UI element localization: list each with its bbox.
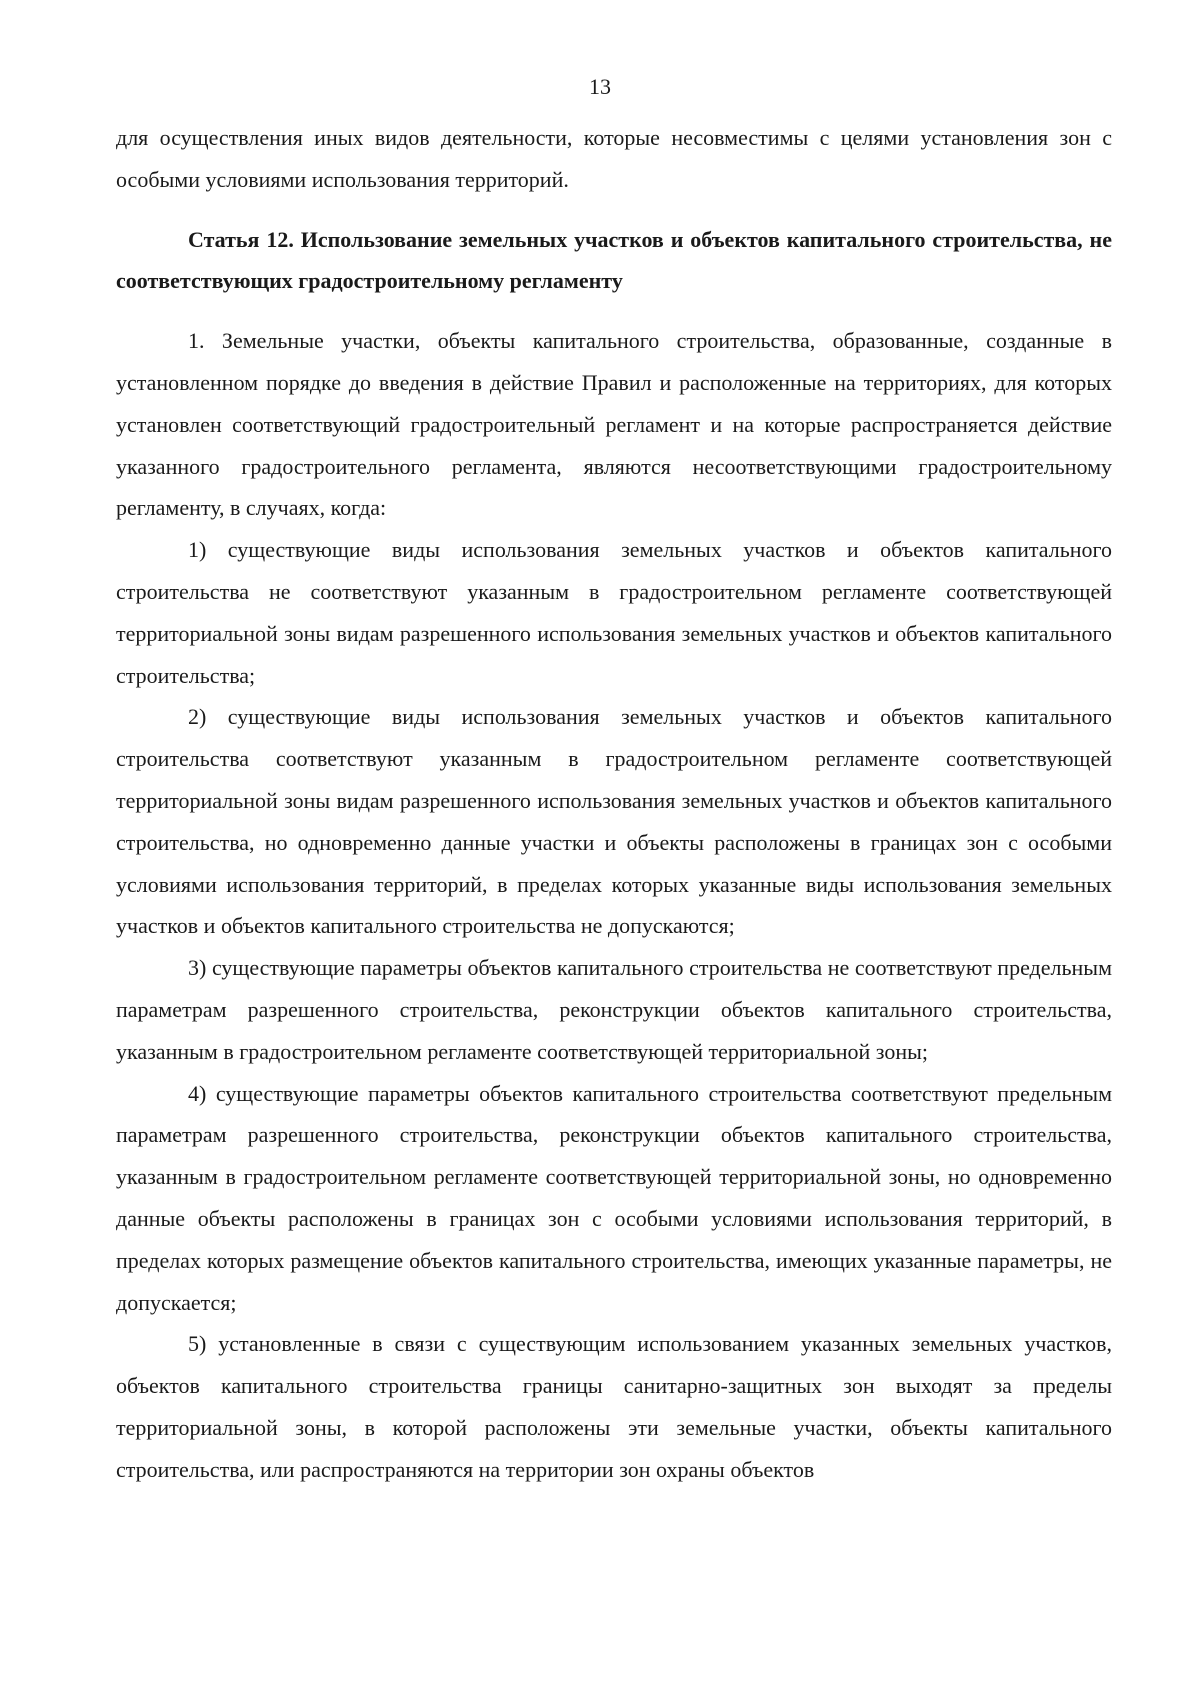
list-item-1: 1) существующие виды использования земельных участков и объектов капитального строительства не соответствуют указанным в градостроительном регламенте соответствующей территориальной зоны видам разрешенного использования земельных участков и объектов капитального строительства; bbox=[116, 537, 1112, 688]
clause-1-paragraph: 1. Земельные участки, объекты капитального строительства, образованные, созданные в установленном порядке до введения в действие Правил и расположенные на территориях, для которых установлен соответствующий градостроительный регламент и на которые распространяется действие указанного градостроительного регламента, являются несоответствующими градостроительному регламенту, в случаях, когда: bbox=[116, 328, 1112, 521]
continuation-paragraph: для осуществления иных видов деятельности, которые несовместимы с целями установления зон с особыми условиями использования территорий. bbox=[116, 125, 1112, 192]
list-item-4: 4) существующие параметры объектов капитального строительства соответствуют предельным параметрам разрешенного строительства, реконструкции объектов капитального строительства, указанным в градостроительном регламенте соответствующей территориальной зоны, но одновременно данные объекты расположены в границах зон с особыми условиями использования территорий, в пределах которых размещение объектов капитального строительства, имеющих указанные параметры, не допускается; bbox=[116, 1080, 1112, 1315]
list-item-5: 5) установленные в связи с существующим использованием указанных земельных участков, объектов капитального строительства границы санитарно-защитных зон выходят за пределы территориальной зоны, в которой расположены эти земельные участки, объекты капитального строительства, или распространяются на территории зон охраны объектов bbox=[116, 1331, 1112, 1482]
list-item-2: 2) существующие виды использования земельных участков и объектов капитального строительства соответствуют указанным в градостроительном регламенте соответствующей территориальной зоны видам разрешенного использования земельных участков и объектов капитального строительства, но одновременно данные участки и объекты расположены в границах зон с особыми условиями использования территорий, в пределах которых указанные виды использования земельных участков и объектов капитального строительства не допускаются; bbox=[116, 704, 1112, 939]
document-body bbox=[116, 117, 1112, 1491]
list-item-3: 3) существующие параметры объектов капитального строительства не соответствуют предельным параметрам разрешенного строительства, реконструкции объектов капитального строительства, указанным в градостроительном регламенте соответствующей территориальной зоны; bbox=[116, 955, 1112, 1064]
page-number: 13 bbox=[589, 74, 611, 99]
article-heading: Статья 12. Использование земельных участков и объектов капитального строительства, не соответствующих градостроительному регламенту bbox=[116, 226, 1112, 294]
